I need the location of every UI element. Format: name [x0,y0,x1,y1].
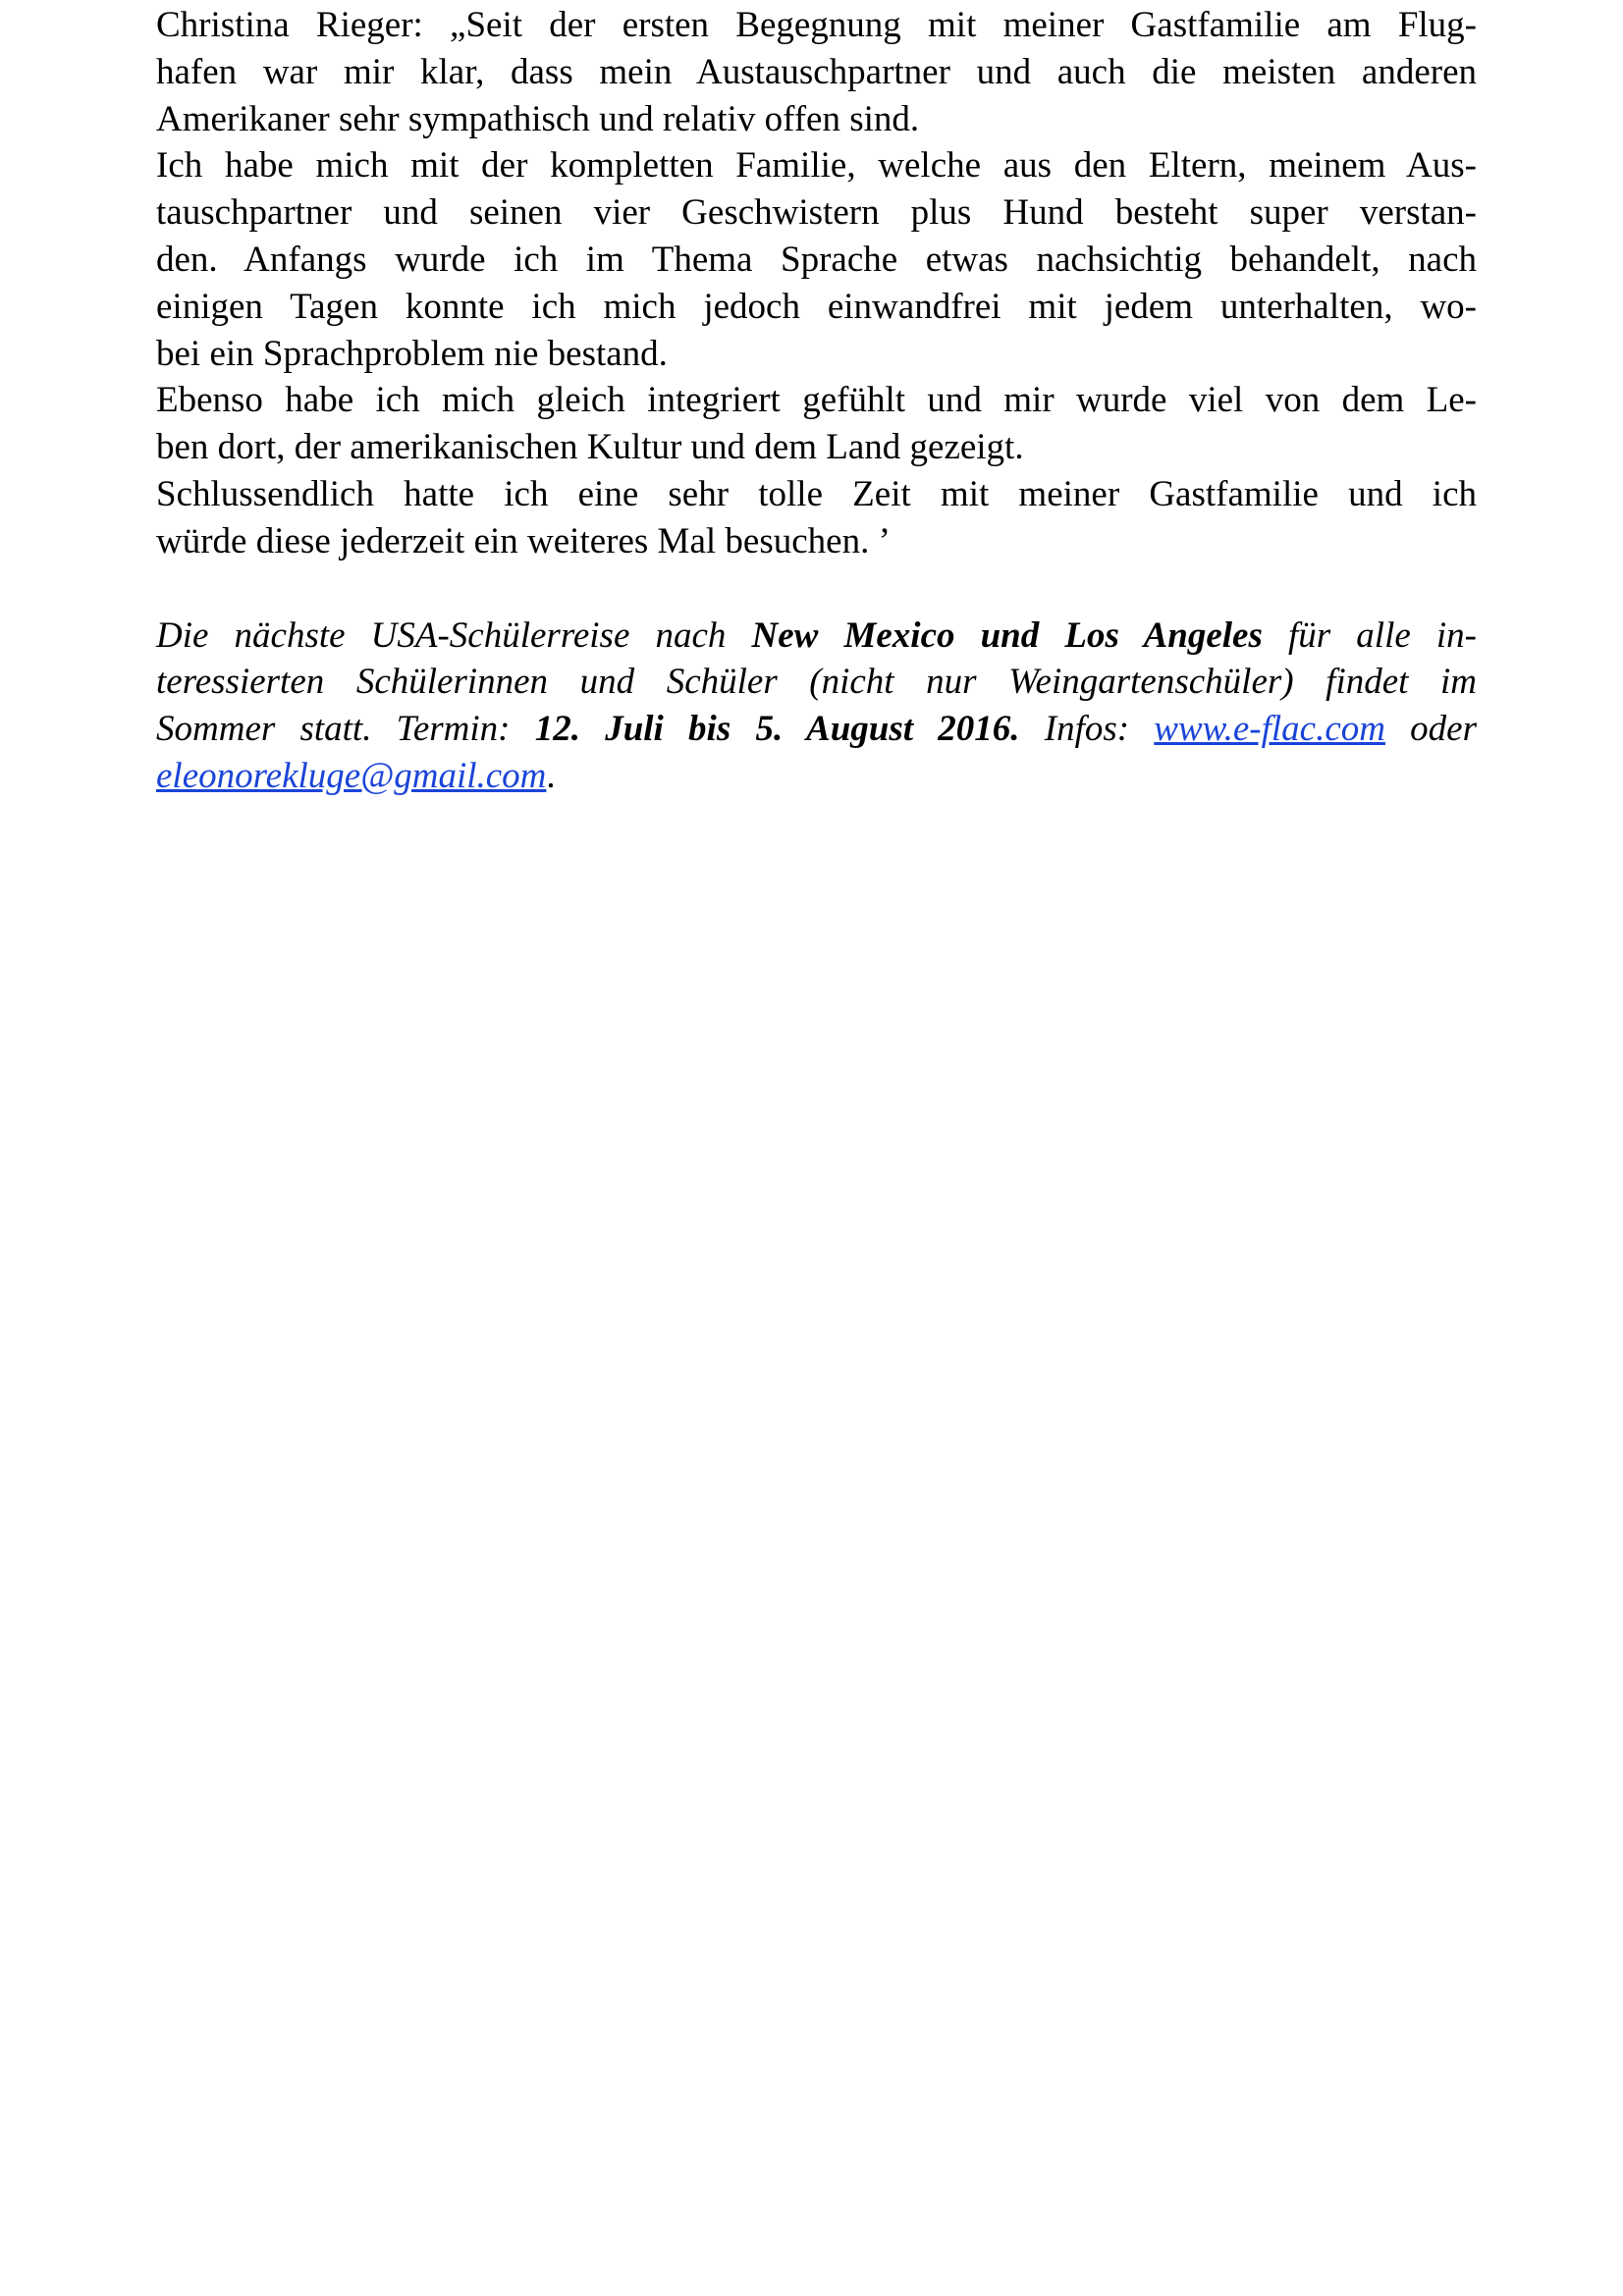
text-line: den. Anfangs wurde ich im Thema Sprache etwas nachsichtig behandelt, nach [156,239,1477,280]
announcement-line: teressierten Schülerinnen und Schüler (nicht nur Weingartenschüler) findet im [156,662,1477,703]
announcement-line [156,706,1477,753]
trip-announcement [156,613,1477,800]
paragraph-gap [156,565,1477,613]
announcement-line [156,753,1477,800]
website-link[interactable]: www.e-flac.com [1154,709,1385,750]
period: . [546,755,556,796]
announcement-text: oder [1384,709,1478,750]
text-line: bei ein Sprachproblem nie bestand. [156,333,668,374]
text-line: würde diese jederzeit ein weiteres Mal besuchen. ’ [156,520,891,561]
text-line: hafen war mir klar, dass mein Austauschpartner und auch die meisten anderen [156,51,1477,92]
announcement-text: für alle in- [1262,614,1477,656]
text-line: Schlussendlich hatte ich eine sehr tolle Zeit mit meiner Gastfamilie und ich [156,473,1477,514]
announcement-text: Die nächste USA-Schülerreise nach [156,614,752,656]
announcement-line [156,613,1477,660]
testimonial-paragraph [156,2,1477,565]
document-page [156,0,1477,800]
text-line: Ebenso habe ich mich gleich integriert gefühlt und mir wurde viel von dem Le- [156,380,1477,421]
text-line: Christina Rieger: „Seit der ersten Begegnung mit meiner Gastfamilie am Flug- [156,5,1477,45]
announcement-text: Infos: [1019,709,1155,750]
destination-text: New Mexico und Los Angeles [751,614,1263,656]
text-line: ben dort, der amerikanischen Kultur und dem Land gezeigt. [156,427,1024,468]
text-line: Ich habe mich mit der kompletten Familie, welche aus den Eltern, meinem Aus- [156,145,1477,187]
text-line: einigen Tagen konnte ich mich jedoch einwandfrei mit jedem unterhalten, wo- [156,286,1477,327]
text-line: Amerikaner sehr sympathisch und relativ offen sind. [156,98,920,139]
announcement-text: Sommer statt. Termin: [156,709,535,750]
email-link[interactable]: eleonorekluge@gmail.com [156,755,547,796]
trip-dates: 12. Juli bis 5. August 2016. [534,709,1020,750]
text-line: tauschpartner und seinen vier Geschwistern plus Hund besteht super verstan- [156,192,1477,234]
